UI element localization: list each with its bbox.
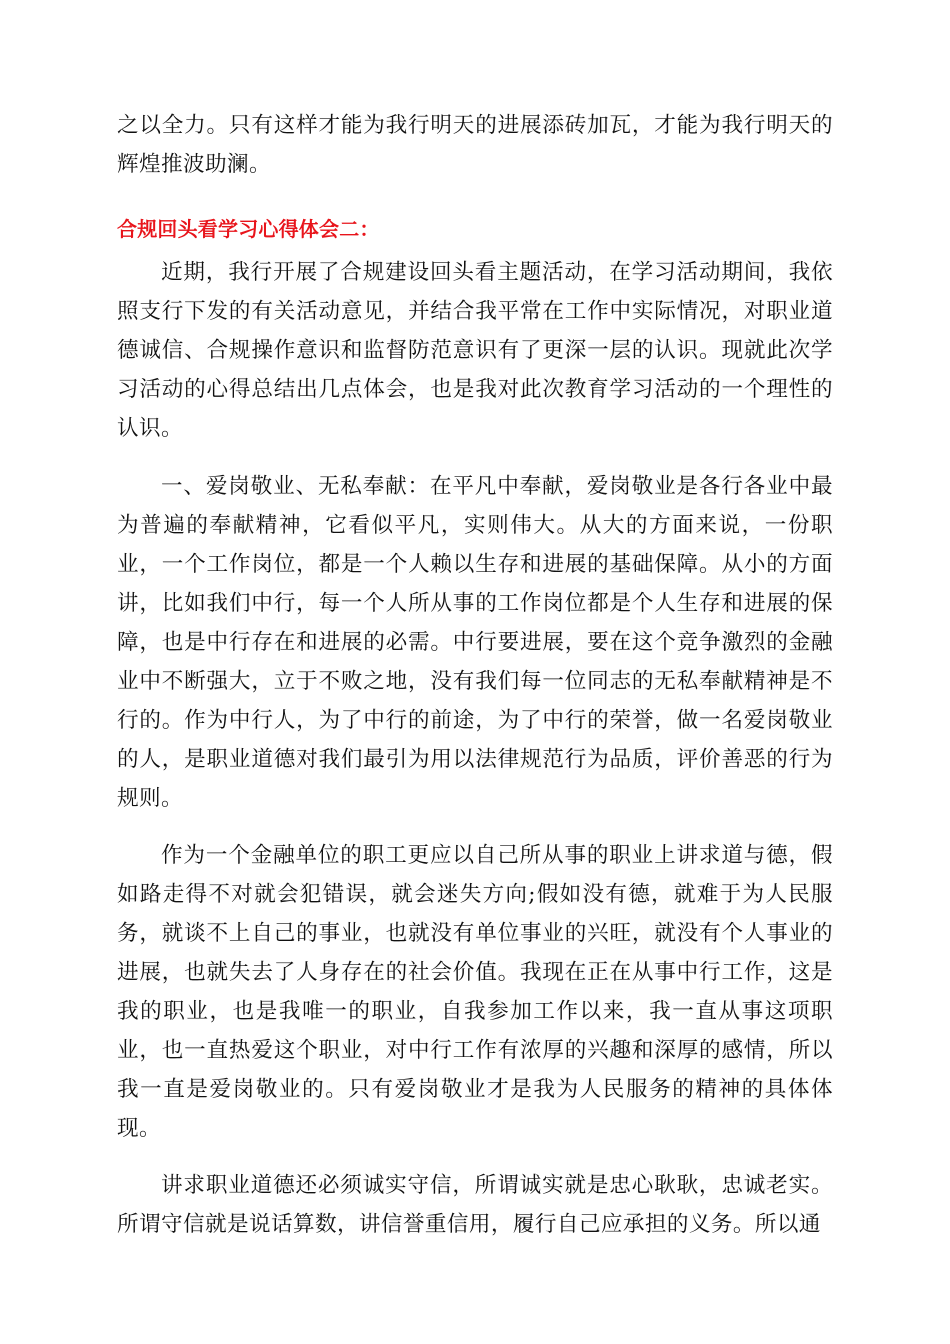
body-paragraph: 近期，我行开展了合规建设回头看主题活动，在学习活动期间，我依照支行下发的有关活动意见，并结合我平常在工作中实际情况，对职业道德诚信、合规操作意识和监督防范意识有了更深一层的认识。现就此次学习活动的心得总结出几点体会，也是我对此次教育学习活动的一个理性的认识。 [117, 260, 833, 441]
body-paragraph: 作为一个金融单位的职工更应以自己所从事的职业上讲求道与德，假如路走得不对就会犯错误，就会迷失方向;假如没有德，就难于为人民服务，就谈不上自己的事业，也就没有单位事业的兴旺，就没有个人事业的进展，也就失去了人身存在的社会价值。我现在正在从事中行工作，这是我的职业，也是我唯一的职业，自我参加工作以来，我一直从事这项职业，也一直热爱这个职业，对中行工作有浓厚的兴趣和深厚的感情，所以我一直是爱岗敬业的。只有爱岗敬业才是我为人民服务的精神的具体体现。 [117, 843, 833, 1141]
section-heading: 合规回头看学习心得体会二： [117, 217, 380, 241]
body-paragraph: 讲求职业道德还必须诚实守信，所谓诚实就是忠心耿耿，忠诚老实。所谓守信就是说话算数，讲信誉重信用，履行自己应承担的义务。所以通 [117, 1173, 833, 1237]
document-body [117, 106, 833, 1244]
body-paragraph: 一、爱岗敬业、无私奉献：在平凡中奉献，爱岗敬业是各行各业中最为普遍的奉献精神，它看似平凡，实则伟大。从大的方面来说，一份职业，一个工作岗位，都是一个人赖以生存和进展的基础保障。从小的方面讲，比如我们中行，每一个人所从事的工作岗位都是个人生存和进展的保障，也是中行存在和进展的必需。中行要进展，要在这个竞争激烈的金融业中不断强大，立于不败之地，没有我们每一位同志的无私奉献精神是不行的。作为中行人，为了中行的前途，为了中行的荣誉，做一名爱岗敬业的人，是职业道德对我们最引为用以法律规范行为品质，评价善恶的行为规则。 [117, 474, 833, 811]
opening-paragraph: 之以全力。只有这样才能为我行明天的进展添砖加瓦，才能为我行明天的辉煌推波助澜。 [117, 113, 833, 177]
section-heading-wrapper [117, 210, 833, 249]
